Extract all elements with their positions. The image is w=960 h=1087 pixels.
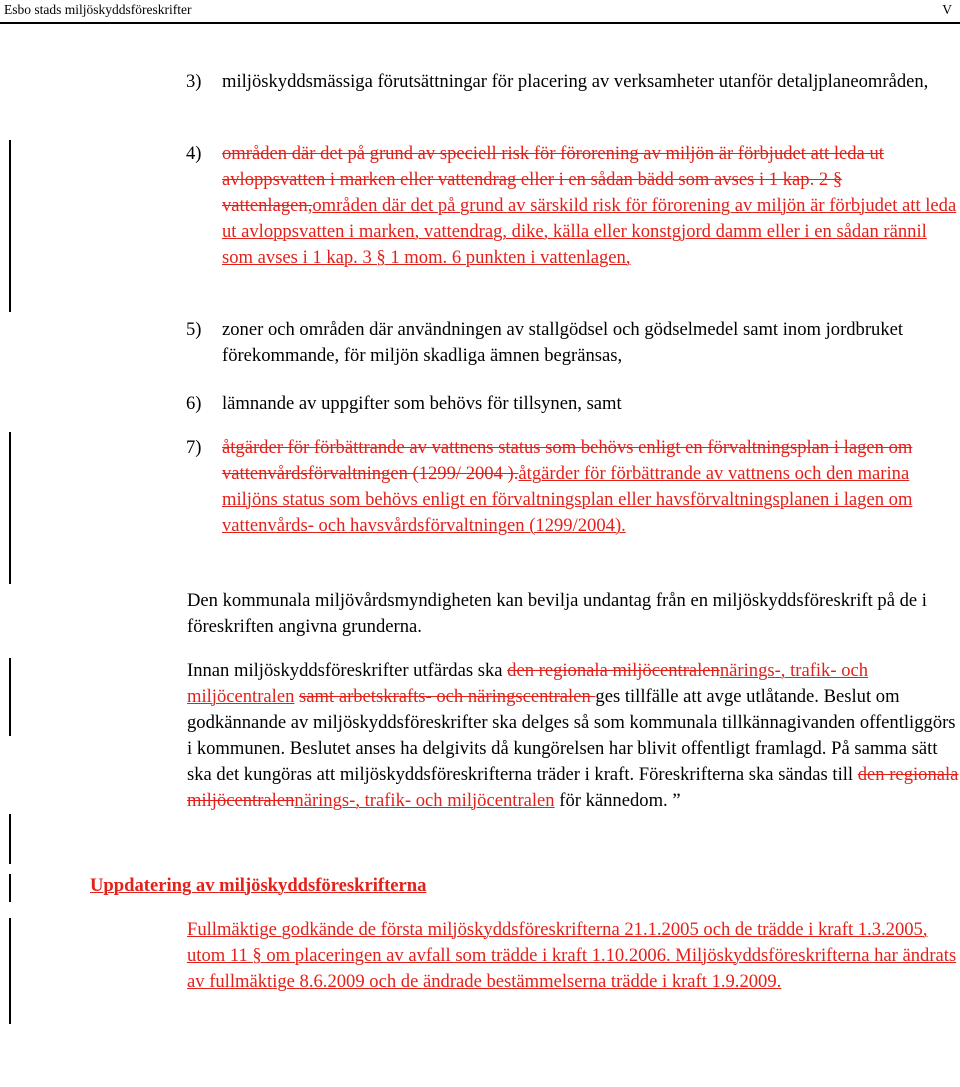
section-heading: Uppdatering av miljöskyddsföreskrifterna: [90, 875, 427, 896]
change-bar: [9, 140, 11, 312]
deleted-text: områden där det på grund av speciell risk för förorening av miljön är förbjudet att leda ut avloppsvatten i marken eller vattendrag eller i en sådan bädd som avses i 1 kap. 2 § vattenlagen,: [222, 143, 884, 216]
item-text: zoner och områden där användningen av stallgödsel och gödselmedel samt inom jordbruket förekommande, för miljön skadliga ämnen begränsas,: [222, 319, 904, 366]
change-bar: [9, 432, 11, 584]
deleted-text: åtgärder för förbättrande av vattnens status som behövs enligt en förvaltningsplan i lagen om vattenvårdsförvaltningen (1299/ 2004 ).: [222, 437, 913, 484]
item-number: 5): [186, 319, 202, 340]
item-text: [222, 435, 960, 539]
statement-text: för kännedom. ”: [554, 790, 681, 811]
paragraph-update: Fullmäktige godkände de första miljöskyddsföreskrifterna 21.1.2005 och de trädde i kraft 1.3.2005, utom 11 § om placeringen av avfall som trädde i kraft 1.10.2006. Miljöskyddsföreskrifterna har ändrats av fullmäktige 8.6.2009 och de ändrade bestämmelserna trädde i kraft 1.9.2009.: [187, 919, 957, 992]
item-number: 4): [186, 143, 202, 164]
change-bar: [9, 658, 11, 736]
deleted-text: den regionala miljöcentralen: [507, 660, 720, 681]
running-header: [0, 0, 960, 22]
change-bar: [9, 814, 11, 864]
paragraph-exemption: Den kommunala miljövårdsmyndigheten kan bevilja undantag från en miljöskyddsföreskrift på de i föreskriften angivna grunderna.: [187, 590, 927, 637]
item-text: [222, 141, 960, 271]
item-text: lämnande av uppgifter som behövs för tillsynen, samt: [222, 393, 622, 414]
inserted-text: närings-, trafik- och miljöcentralen: [294, 790, 555, 811]
item-number: 6): [186, 393, 202, 414]
header-page-mark: V: [942, 2, 952, 17]
item-text: miljöskyddsmässiga förutsättningar för placering av verksamheter utanför detaljplaneområden,: [222, 71, 929, 92]
header-title: Esbo stads miljöskyddsföreskrifter: [4, 2, 192, 17]
statement-text: Innan miljöskyddsföreskrifter utfärdas ska: [187, 660, 508, 681]
item-number: 7): [186, 437, 202, 458]
inserted-text: områden där det på grund av särskild risk för förorening av miljön är förbjudet att leda ut avloppsvatten i marken, vattendrag, dike, källa eller konstgjord damm eller i en sådan rännil som avses i 1 kap. 3 § 1 mom. 6 punkten i vattenlagen,: [222, 195, 957, 268]
deleted-text: samt arbetskrafts- och näringscentralen: [299, 686, 596, 707]
change-bar: [9, 874, 11, 902]
deleted-text: den regionala miljöcentralen: [187, 764, 959, 811]
inserted-text: åtgärder för förbättrande av vattnens och den marina miljöns status som behövs enligt en förvaltningsplan eller havsförvaltningsplanen i lagen om vattenvårds- och havsvårdsförvaltningen (1299/2004).: [222, 463, 913, 536]
paragraph-statement: [187, 658, 960, 814]
statement-text: ges tillfälle att avge utlåtande. Beslut om godkännande av miljöskyddsföreskrifter ska delges så som kommunala tillkännagivanden offentliggörs i kommunen. Beslutet anses ha delgivits då kungörelsen har blivit offentligt framlagd. På samma sätt ska det kungöras att miljöskyddsföreskrifterna träder i kraft. Föreskrifterna ska sändas till: [187, 686, 956, 785]
header-rule: [0, 22, 960, 24]
change-bar: [9, 918, 11, 1024]
item-number: 3): [186, 71, 202, 92]
inserted-text: närings-, trafik- och miljöcentralen: [187, 660, 869, 707]
